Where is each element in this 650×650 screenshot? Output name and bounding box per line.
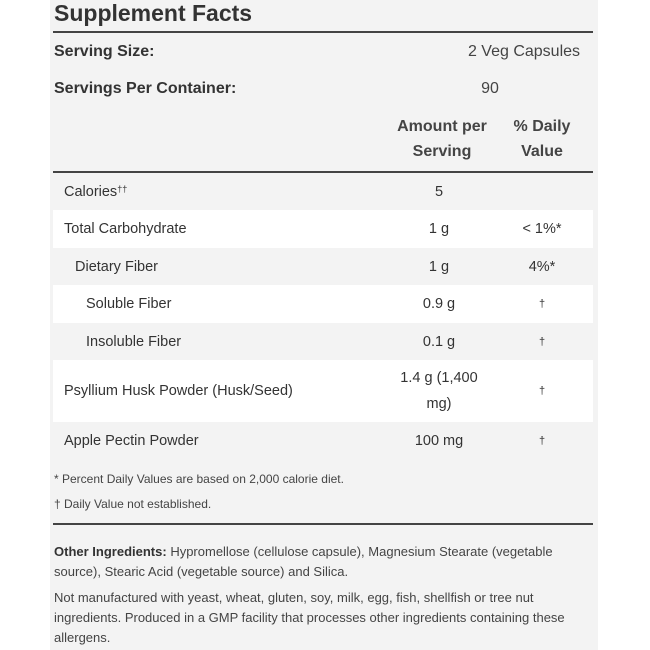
- nutrient-daily-value: †: [538, 335, 546, 348]
- nutrient-row-total-carbohydrate: [53, 210, 593, 248]
- panel-title: Supplement Facts: [54, 0, 253, 26]
- other-ingredients: [54, 542, 594, 582]
- other-ingredients-text: Hypromellose (cellulose capsule), Magnesium Stearate (vegetable source), Stearic Acid (vegetable source) and Silica.: [54, 544, 553, 579]
- nutrient-amount: 0.9 g: [422, 296, 456, 312]
- amount-header-line2: Serving: [412, 143, 472, 160]
- nutrient-label: Psyllium Husk Powder (Husk/Seed): [64, 383, 293, 399]
- nutrient-daily-value: 4%*: [528, 258, 556, 275]
- nutrient-row-soluble-fiber: [53, 285, 593, 323]
- nutrient-row-apple-pectin: [53, 422, 593, 460]
- servings-per-container-label: Servings Per Container:: [54, 80, 237, 97]
- allergen-notice: Not manufactured with yeast, wheat, gluten, soy, milk, egg, fish, shellfish or tree nut ingredients. Produced in a GMP facility that processes other ingredients containing these allergens.: [54, 590, 565, 645]
- nutrient-daily-value: †: [538, 435, 546, 447]
- nutrient-amount: [384, 360, 494, 422]
- nutrient-amount: 1 g: [428, 258, 450, 275]
- dv-header-line2: Value: [521, 143, 563, 160]
- nutrient-amount: 0.1 g: [422, 333, 456, 350]
- nutrient-row-calories: [53, 173, 593, 210]
- nutrient-amount-line1: 1.4 g (1,400: [400, 370, 478, 386]
- daily-value-header: [504, 114, 580, 164]
- servings-per-container-row: [54, 80, 594, 98]
- serving-size-label: Serving Size:: [54, 43, 155, 60]
- nutrient-daily-value: †: [538, 385, 546, 397]
- nutrient-label: Apple Pectin Powder: [64, 433, 199, 449]
- nutrient-amount: 1 g: [428, 221, 450, 237]
- nutrient-label: Insoluble Fiber: [86, 333, 182, 350]
- amount-per-serving-header: [384, 114, 500, 164]
- nutrient-amount: 100 mg: [414, 433, 464, 449]
- nutrient-label: Soluble Fiber: [86, 296, 172, 312]
- footer-divider: [53, 523, 593, 525]
- dv-header-line1: % Daily: [513, 118, 571, 135]
- servings-per-container-value: 90: [481, 80, 499, 97]
- nutrient-daily-value: †: [538, 298, 546, 310]
- footnote-dv-not-established: † Daily Value not established.: [54, 497, 212, 511]
- nutrient-row-dietary-fiber: [53, 248, 593, 285]
- nutrient-amount: 5: [434, 183, 444, 200]
- nutrient-label: Dietary Fiber: [75, 258, 158, 275]
- amount-header-line1: Amount per: [397, 118, 487, 135]
- nutrient-label: Calories ††: [64, 183, 128, 200]
- nutrient-amount-line2: mg): [426, 396, 452, 412]
- nutrient-daily-value: [504, 173, 580, 210]
- nutrient-daily-value: < 1%*: [522, 221, 562, 237]
- nutrient-row-psyllium-husk: [53, 360, 593, 422]
- title-divider: [53, 31, 593, 33]
- footnote-percent-dv: * Percent Daily Values are based on 2,000 calorie diet.: [54, 472, 344, 486]
- serving-size-row: [54, 43, 594, 61]
- nutrient-row-insoluble-fiber: [53, 323, 593, 360]
- nutrient-label: Total Carbohydrate: [64, 221, 187, 237]
- nutrient-footnote-mark: ††: [117, 183, 128, 194]
- other-ingredients-heading: Other Ingredients:: [54, 544, 167, 559]
- serving-size-value: 2 Veg Capsules: [467, 43, 581, 60]
